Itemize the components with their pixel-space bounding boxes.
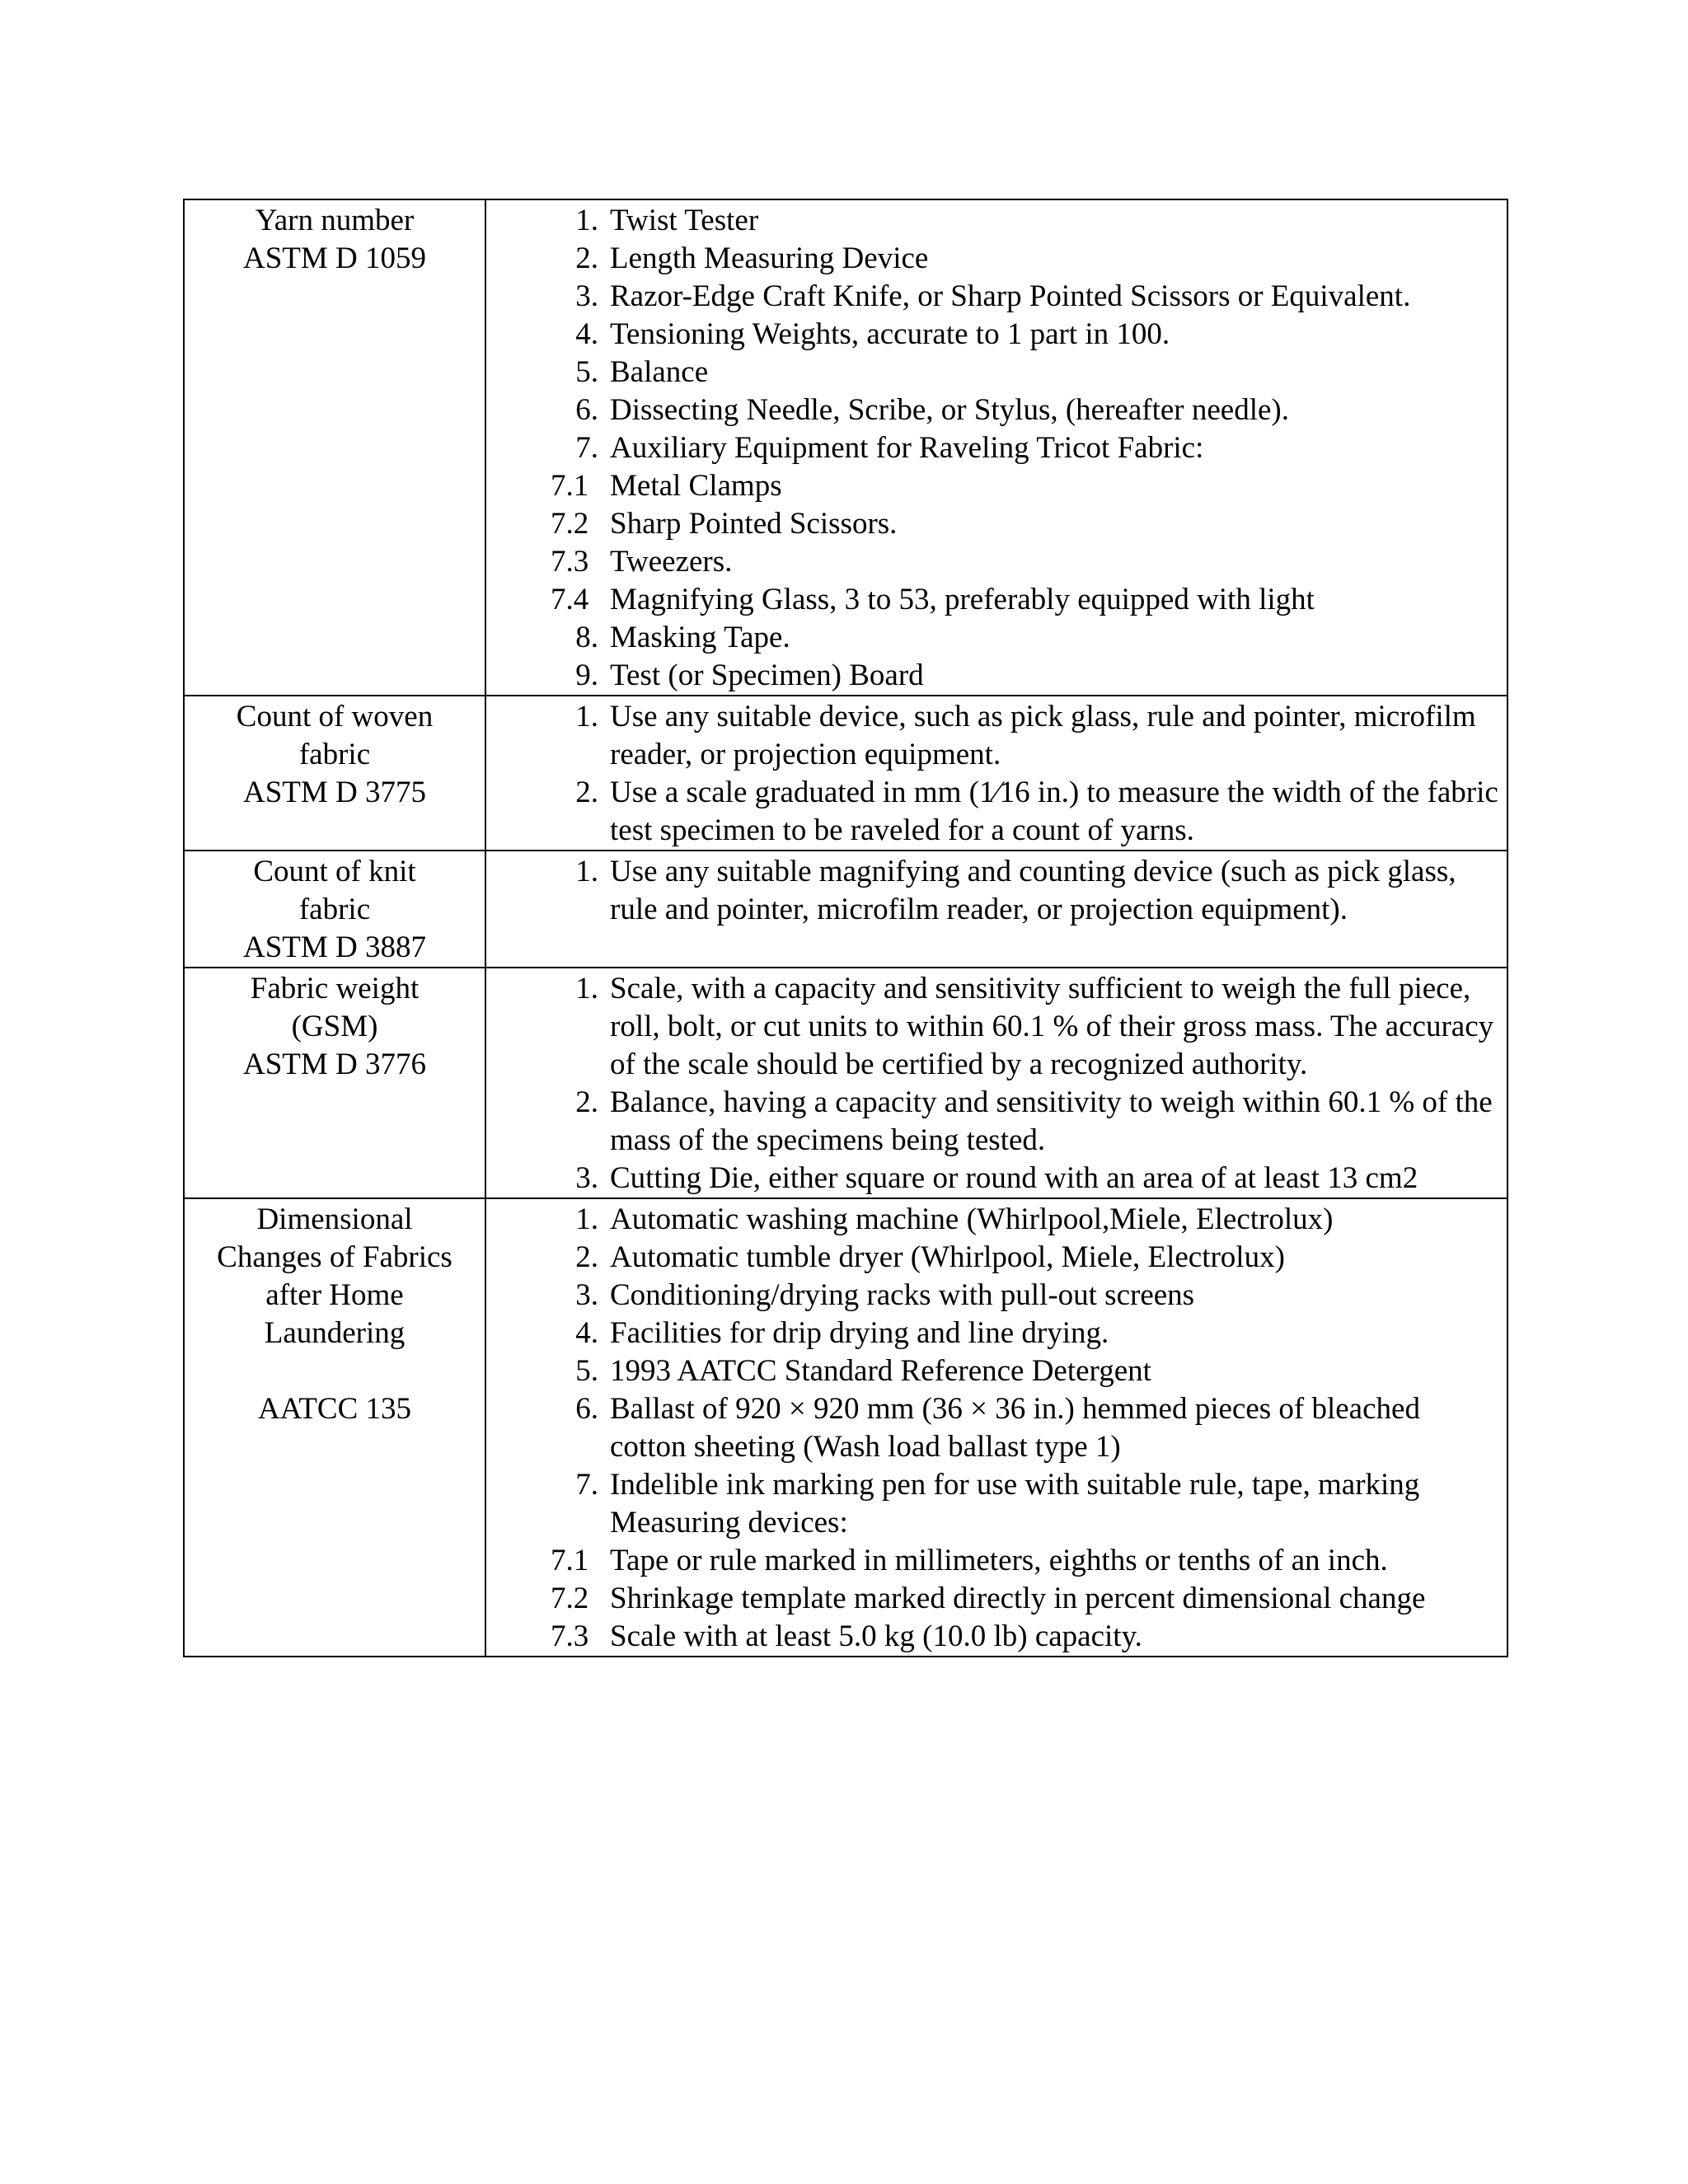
- list-item-text: Cutting Die, either square or round with an area of at least 13 cm2: [610, 1161, 1418, 1195]
- list-item-text: 1993 AATCC Standard Reference Detergent: [610, 1354, 1151, 1388]
- test-method-line: Fabric weight: [250, 972, 420, 1005]
- test-method-line: ASTM D 1059: [242, 241, 427, 275]
- list-item-text: Use a scale graduated in mm (1⁄16 in.) to measure the width of the fabric test specimen to be raveled for a count of yarns.: [610, 776, 1498, 847]
- list-item-text: Dissecting Needle, Scribe, or Stylus, (hereafter needle).: [610, 393, 1289, 427]
- list-item-text: Automatic washing machine (Whirlpool,Miele, Electrolux): [610, 1202, 1334, 1236]
- table-row: [184, 851, 1507, 968]
- list-item-number: 3.: [575, 1161, 598, 1195]
- equipment-list: [486, 853, 1500, 929]
- test-method-line: ASTM D 3776: [242, 1047, 427, 1081]
- list-item: [486, 698, 1500, 774]
- table-row: [184, 696, 1507, 851]
- list-item-number: 7.3: [551, 545, 589, 579]
- test-method-line: (GSM): [291, 1010, 378, 1043]
- list-item-number: 7.1: [551, 1544, 589, 1577]
- list-item-number: 7.: [575, 1468, 598, 1502]
- equipment-table-body: [184, 199, 1507, 1657]
- list-item-number: 1.: [575, 204, 598, 237]
- list-item-text: Tweezers.: [610, 545, 733, 579]
- list-item-number: 4.: [575, 1316, 598, 1350]
- table-row: [184, 968, 1507, 1198]
- test-method-cell: [184, 696, 485, 851]
- test-method-line: ASTM D 3775: [242, 776, 427, 809]
- test-method-line: Dimensional: [256, 1202, 413, 1236]
- list-item: [486, 1390, 1500, 1466]
- list-item: [486, 1542, 1500, 1580]
- list-item-text: Twist Tester: [610, 204, 759, 237]
- list-item-text: Balance, having a capacity and sensitivity to weigh within 60.1 % of the mass of the specimens being tested.: [610, 1085, 1493, 1157]
- list-item-number: 1.: [575, 1202, 598, 1236]
- equipment-table: [183, 199, 1508, 1657]
- equipment-list-cell: [485, 968, 1507, 1198]
- list-item-text: Masking Tape.: [610, 621, 790, 654]
- list-item-number: 5.: [575, 1354, 598, 1388]
- test-method-line: Count of knit: [253, 855, 416, 888]
- equipment-list: [486, 698, 1500, 850]
- equipment-list: [486, 202, 1500, 695]
- list-item-number: 7.: [575, 431, 598, 465]
- test-method-line: Laundering: [264, 1316, 406, 1350]
- list-item-number: 1.: [575, 972, 598, 1005]
- list-item: [486, 774, 1500, 850]
- list-item-number: 2.: [575, 1085, 598, 1119]
- test-method-line: after Home: [265, 1278, 404, 1312]
- test-method-spacer: [191, 1352, 478, 1390]
- equipment-list-cell: [485, 851, 1507, 968]
- list-item-text: Tensioning Weights, accurate to 1 part in 100.: [610, 317, 1170, 351]
- equipment-list-cell: [485, 696, 1507, 851]
- list-item-text: Facilities for drip drying and line drying.: [610, 1316, 1109, 1350]
- list-item: [486, 429, 1500, 467]
- test-method-line: Yarn number: [255, 204, 415, 237]
- test-method-line: AATCC 135: [257, 1392, 412, 1426]
- table-row: [184, 1198, 1507, 1657]
- list-item: [486, 316, 1500, 354]
- list-item: [486, 543, 1500, 581]
- list-item-number: 2.: [575, 1240, 598, 1274]
- list-item-number: 3.: [575, 1278, 598, 1312]
- list-item-number: 6.: [575, 393, 598, 427]
- list-item: [486, 619, 1500, 657]
- list-item: [486, 1466, 1500, 1542]
- list-item: [486, 657, 1500, 695]
- list-item: [486, 278, 1500, 316]
- list-item: [486, 1315, 1500, 1352]
- list-item-text: Metal Clamps: [610, 469, 782, 503]
- list-item-text: Auxiliary Equipment for Raveling Tricot Fabric:: [610, 431, 1204, 465]
- list-item: [486, 1201, 1500, 1239]
- test-method-line: fabric: [298, 893, 371, 926]
- table-row: [184, 199, 1507, 696]
- list-item: [486, 505, 1500, 543]
- list-item-text: Shrinkage template marked directly in percent dimensional change: [610, 1582, 1426, 1615]
- list-item-text: Magnifying Glass, 3 to 53, preferably equipped with light: [610, 583, 1315, 616]
- list-item-number: 6.: [575, 1392, 598, 1426]
- list-item-number: 1.: [575, 700, 598, 733]
- list-item-number: 7.2: [551, 1582, 589, 1615]
- list-item-text: Conditioning/drying racks with pull-out screens: [610, 1278, 1195, 1312]
- equipment-list-cell: [485, 199, 1507, 696]
- list-item: [486, 1618, 1500, 1656]
- list-item-text: Sharp Pointed Scissors.: [610, 507, 898, 541]
- list-item: [486, 202, 1500, 240]
- list-item-text: Scale, with a capacity and sensitivity sufficient to weigh the full piece, roll, bolt, or cut units to within 60.1 % of their gross mass. The accuracy of the scale should be certified by a recognized authority.: [610, 972, 1494, 1081]
- test-method-cell: [184, 1198, 485, 1657]
- list-item-number: 5.: [575, 355, 598, 389]
- list-item: [486, 240, 1500, 278]
- list-item: [486, 1277, 1500, 1315]
- list-item: [486, 391, 1500, 429]
- equipment-list: [486, 1201, 1500, 1656]
- list-item-number: 3.: [575, 279, 598, 313]
- list-item: [486, 467, 1500, 505]
- list-item-text: Test (or Specimen) Board: [610, 658, 924, 692]
- list-item: [486, 1160, 1500, 1197]
- list-item-number: 7.1: [551, 469, 589, 503]
- test-method-cell: [184, 851, 485, 968]
- list-item-text: Use any suitable magnifying and counting device (such as pick glass, rule and pointer, microfilm reader, or projection equipment).: [610, 855, 1456, 926]
- test-method-cell: [184, 199, 485, 696]
- list-item-number: 7.4: [551, 583, 589, 616]
- test-method-line: fabric: [298, 738, 371, 771]
- test-method-line: Count of woven: [236, 700, 434, 733]
- test-method-line: Changes of Fabrics: [217, 1240, 452, 1274]
- list-item-number: 9.: [575, 658, 598, 692]
- list-item-number: 7.3: [551, 1619, 589, 1653]
- equipment-list: [486, 970, 1500, 1197]
- list-item: [486, 970, 1500, 1084]
- list-item-number: 7.2: [551, 507, 589, 541]
- test-method-line: ASTM D 3887: [242, 930, 427, 964]
- list-item-text: Balance: [610, 355, 709, 389]
- list-item: [486, 1352, 1500, 1390]
- list-item-text: Razor-Edge Craft Knife, or Sharp Pointed Scissors or Equivalent.: [610, 279, 1411, 313]
- list-item-text: Use any suitable device, such as pick glass, rule and pointer, microfilm reader, or projection equipment.: [610, 700, 1476, 771]
- list-item: [486, 1580, 1500, 1618]
- list-item-number: 8.: [575, 621, 598, 654]
- list-item: [486, 581, 1500, 619]
- list-item-text: Length Measuring Device: [610, 241, 929, 275]
- list-item-number: 4.: [575, 317, 598, 351]
- list-item-text: Scale with at least 5.0 kg (10.0 lb) capacity.: [610, 1619, 1142, 1653]
- list-item: [486, 853, 1500, 929]
- list-item-text: Ballast of 920 × 920 mm (36 × 36 in.) hemmed pieces of bleached cotton sheeting (Wash load ballast type 1): [610, 1392, 1420, 1464]
- list-item-number: 2.: [575, 776, 598, 809]
- list-item-text: Automatic tumble dryer (Whirlpool, Miele, Electrolux): [610, 1240, 1285, 1274]
- equipment-list-cell: [485, 1198, 1507, 1657]
- list-item-text: Indelible ink marking pen for use with suitable rule, tape, marking Measuring devices:: [610, 1468, 1420, 1540]
- list-item: [486, 354, 1500, 391]
- list-item-number: 1.: [575, 855, 598, 888]
- test-method-cell: [184, 968, 485, 1198]
- list-item-text: Tape or rule marked in millimeters, eighths or tenths of an inch.: [610, 1544, 1388, 1577]
- list-item: [486, 1239, 1500, 1277]
- list-item: [486, 1084, 1500, 1160]
- list-item-number: 2.: [575, 241, 598, 275]
